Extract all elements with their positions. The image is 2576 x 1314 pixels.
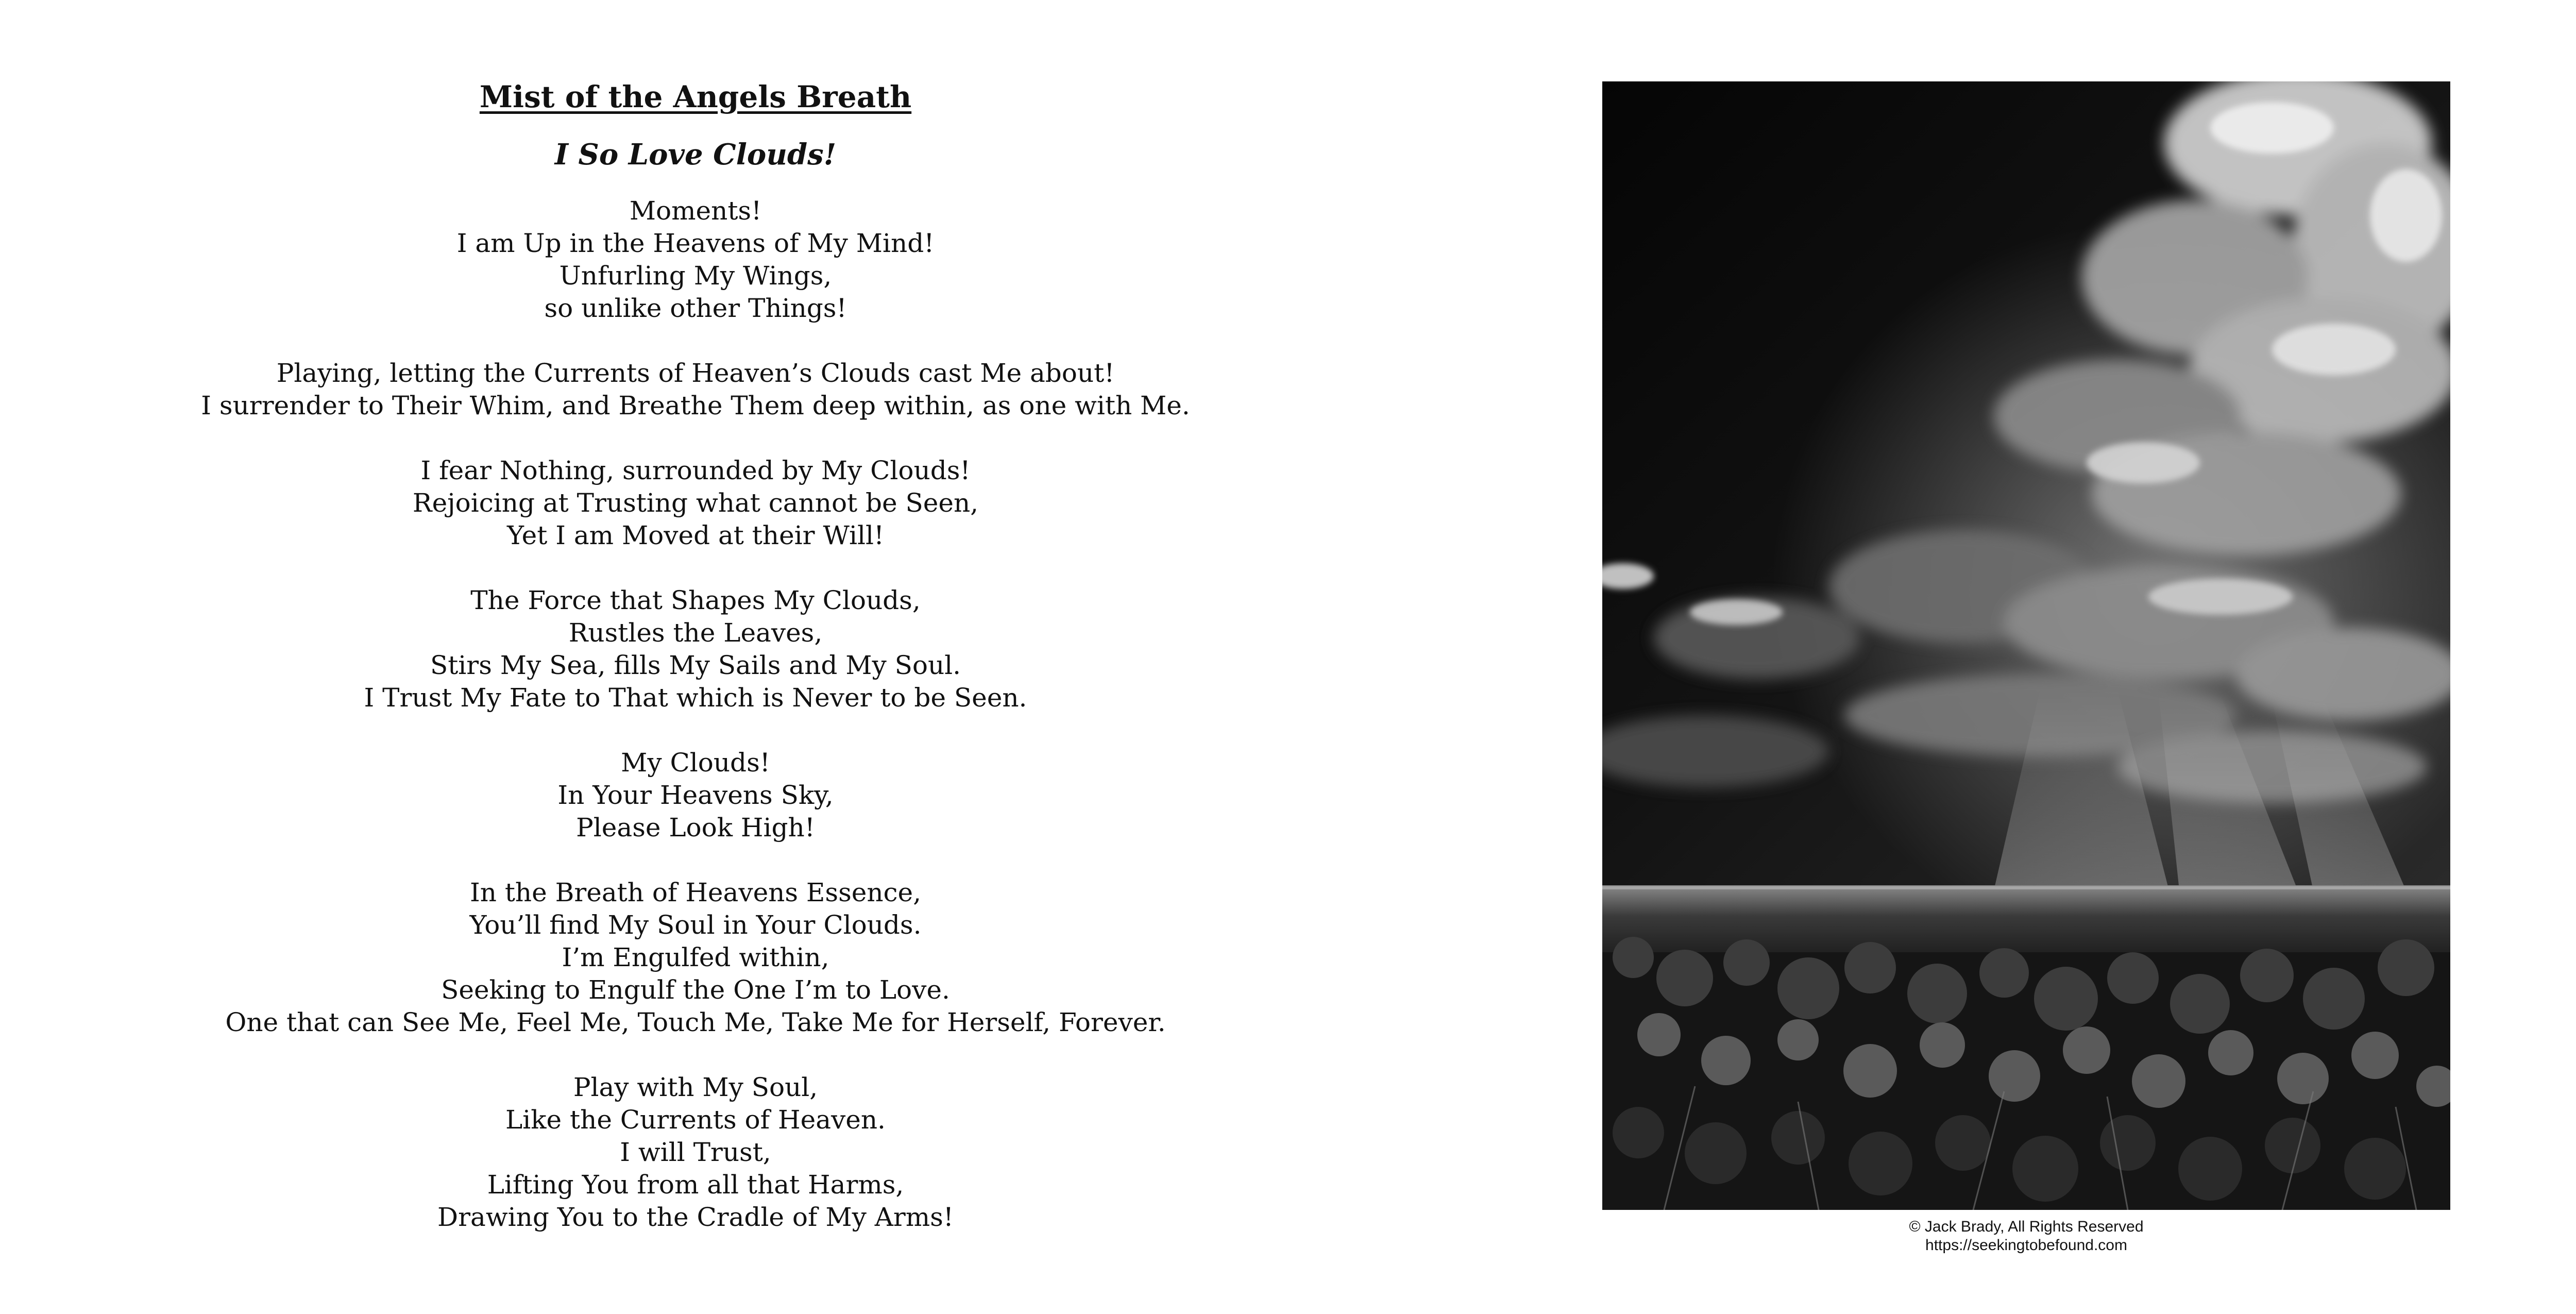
stanza-6 xyxy=(93,844,1298,1039)
stanza-7 xyxy=(93,1039,1298,1234)
poem-line: I fear Nothing, surrounded by My Clouds! xyxy=(420,456,971,485)
poem-line: Seeking to Engulf the One I’m to Love. xyxy=(441,975,950,1005)
poem-line: The Force that Shapes My Clouds, xyxy=(470,585,921,615)
poem-title: Mist of the Angels Breath xyxy=(479,79,912,114)
poem-line: Unfurling My Wings, xyxy=(559,261,832,291)
stanza-4 xyxy=(93,552,1298,714)
poem-line: Playing, letting the Currents of Heaven’s Clouds cast Me about! xyxy=(276,358,1115,388)
copyright-text: © Jack Brady, All Rights Reserved xyxy=(1909,1218,2144,1235)
poem-line: My Clouds! xyxy=(621,748,770,778)
poem-line: Rustles the Leaves, xyxy=(568,618,823,648)
poem-line: I will Trust, xyxy=(620,1137,771,1167)
poem-line: You’ll find My Soul in Your Clouds. xyxy=(469,910,922,940)
poem-line: Stirs My Sea, fills My Sails and My Soul. xyxy=(430,650,961,680)
seascape-photo xyxy=(1602,81,2450,1210)
poem-line: so unlike other Things! xyxy=(544,293,847,323)
poem xyxy=(93,72,1298,1234)
poem-line: Rejoicing at Trusting what cannot be Seen, xyxy=(412,488,979,518)
poem-line: Like the Currents of Heaven. xyxy=(505,1105,886,1135)
poem-line: In Your Heavens Sky, xyxy=(557,780,834,810)
poem-line: Moments! xyxy=(629,196,762,226)
poem-line: Lifting You from all that Harms, xyxy=(487,1170,904,1200)
poem-line: I Trust My Fate to That which is Never to be Seen. xyxy=(364,683,1027,713)
poem-line: I surrender to Their Whim, and Breathe Them deep within, as one with Me. xyxy=(201,391,1190,420)
website-url: https://seekingtobefound.com xyxy=(1925,1237,2127,1254)
poem-line: I’m Engulfed within, xyxy=(562,942,829,972)
poem-line: Please Look High! xyxy=(576,813,815,843)
poem-line: Drawing You to the Cradle of My Arms! xyxy=(437,1202,954,1232)
stanza-5 xyxy=(93,714,1298,844)
beach-vegetation xyxy=(1602,937,2450,1210)
stanza-1 xyxy=(93,179,1298,325)
poem-line: Yet I am Moved at their Will! xyxy=(506,520,885,550)
poem-line: I am Up in the Heavens of My Mind! xyxy=(456,228,935,258)
horizon xyxy=(1602,886,2450,889)
poem-line: In the Breath of Heavens Essence, xyxy=(469,878,922,907)
stanza-2 xyxy=(93,325,1298,422)
poem-line: Play with My Soul, xyxy=(573,1072,818,1102)
stanza-3 xyxy=(93,422,1298,552)
poem-line: One that can See Me, Feel Me, Touch Me, Take Me for Herself, Forever. xyxy=(225,1007,1166,1037)
photo-caption xyxy=(1602,1218,2450,1255)
seascape-photo-art xyxy=(1602,81,2450,1210)
poem-subtitle: I So Love Clouds! xyxy=(554,138,837,172)
